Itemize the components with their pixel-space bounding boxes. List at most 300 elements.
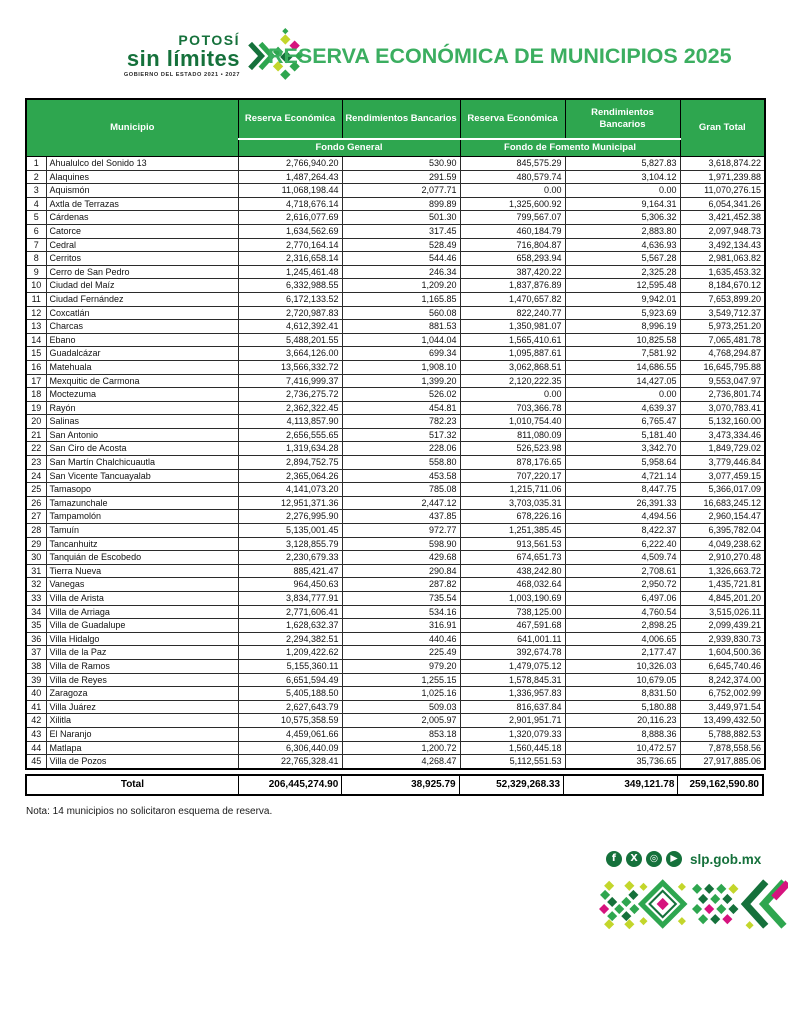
- fomento-reserva: 641,001.11: [460, 632, 565, 646]
- table-row: [26, 184, 765, 198]
- fondo-general-reserva: 6,306,440.09: [238, 741, 342, 755]
- gran-total: 27,917,885.06: [680, 755, 765, 769]
- fondo-general-reserva: 22,765,328.41: [238, 755, 342, 769]
- table-row: [26, 279, 765, 293]
- gran-total: 7,653,899.20: [680, 292, 765, 306]
- gran-total: 2,097,948.73: [680, 224, 765, 238]
- municipio-name: Villa de la Paz: [46, 646, 238, 660]
- fomento-reserva: 2,120,222.35: [460, 374, 565, 388]
- row-number: 41: [26, 700, 46, 714]
- fondo-general-rendimientos: 4,268.47: [342, 755, 460, 769]
- fondo-general-reserva: 2,770,164.14: [238, 238, 342, 252]
- total-row: [25, 774, 764, 796]
- table-row: [26, 619, 765, 633]
- header-gran-total: Gran Total: [680, 99, 765, 157]
- fomento-rendimientos: 8,831.50: [565, 687, 680, 701]
- municipio-name: Cedral: [46, 238, 238, 252]
- fondo-general-rendimientos: 2,077.71: [342, 184, 460, 198]
- fomento-rendimientos: 4,636.93: [565, 238, 680, 252]
- fondo-general-reserva: 5,155,360.11: [238, 659, 342, 673]
- municipio-name: Alaquines: [46, 170, 238, 184]
- fondo-general-reserva: 1,319,634.28: [238, 442, 342, 456]
- row-number: 8: [26, 252, 46, 266]
- footnote: Nota: 14 municipios no solicitaron esquema de reserva.: [26, 806, 273, 817]
- gran-total: 3,549,712.37: [680, 306, 765, 320]
- fondo-general-rendimientos: 317.45: [342, 224, 460, 238]
- fondo-general-reserva: 5,405,188.50: [238, 687, 342, 701]
- fondo-general-rendimientos: 440.46: [342, 632, 460, 646]
- header-fondo-general: Fondo General: [238, 139, 460, 157]
- table-row: [26, 483, 765, 497]
- fomento-reserva: 1,470,657.82: [460, 292, 565, 306]
- fondo-general-reserva: 4,459,061.66: [238, 727, 342, 741]
- fomento-reserva: 799,567.07: [460, 211, 565, 225]
- logo-potosi-text: POTOSÍ: [178, 32, 240, 49]
- reserve-table: [25, 98, 764, 770]
- gran-total: 2,981,063.82: [680, 252, 765, 266]
- facebook-icon: f: [606, 851, 622, 867]
- row-number: 42: [26, 714, 46, 728]
- fomento-reserva: 392,674.78: [460, 646, 565, 660]
- logo-gobierno-text: GOBIERNO DEL ESTADO 2021 • 2027: [123, 72, 240, 79]
- fondo-general-reserva: 4,113,857.90: [238, 415, 342, 429]
- table-row: [26, 755, 765, 769]
- fondo-general-rendimientos: 225.49: [342, 646, 460, 660]
- fondo-general-rendimientos: 453.58: [342, 469, 460, 483]
- fondo-general-reserva: 885,421.47: [238, 564, 342, 578]
- gran-total: 3,449,971.54: [680, 700, 765, 714]
- table-row: [26, 646, 765, 660]
- fomento-reserva: 1,578,845.31: [460, 673, 565, 687]
- municipio-name: Rayón: [46, 401, 238, 415]
- table-row: [26, 564, 765, 578]
- gran-total: 1,635,453.32: [680, 265, 765, 279]
- municipio-name: Matehuala: [46, 360, 238, 374]
- fomento-rendimientos: 5,180.88: [565, 700, 680, 714]
- fomento-rendimientos: 2,898.25: [565, 619, 680, 633]
- municipio-name: Tanquián de Escobedo: [46, 551, 238, 565]
- fomento-rendimientos: 14,686.55: [565, 360, 680, 374]
- fomento-rendimientos: 5,306.32: [565, 211, 680, 225]
- fondo-general-rendimientos: 526.02: [342, 388, 460, 402]
- table-row: [26, 727, 765, 741]
- municipio-name: Tampamolón: [46, 510, 238, 524]
- gran-total: 5,132,160.00: [680, 415, 765, 429]
- fomento-rendimientos: 8,996.19: [565, 320, 680, 334]
- fondo-general-rendimientos: 2,005.97: [342, 714, 460, 728]
- fondo-general-reserva: 2,294,382.51: [238, 632, 342, 646]
- row-number: 20: [26, 415, 46, 429]
- gran-total: 7,065,481.78: [680, 333, 765, 347]
- gran-total: 6,752,002.99: [680, 687, 765, 701]
- fomento-reserva: 1,479,075.12: [460, 659, 565, 673]
- municipio-name: Ciudad del Maíz: [46, 279, 238, 293]
- table-row: [26, 306, 765, 320]
- row-number: 14: [26, 333, 46, 347]
- fondo-general-reserva: 12,951,371.36: [238, 496, 342, 510]
- municipio-name: Salinas: [46, 415, 238, 429]
- fondo-general-reserva: 1,487,264.43: [238, 170, 342, 184]
- fondo-general-rendimientos: 1,399.20: [342, 374, 460, 388]
- row-number: 24: [26, 469, 46, 483]
- logo-text: [122, 33, 240, 79]
- fomento-rendimientos: 2,950.72: [565, 578, 680, 592]
- municipio-name: Cerritos: [46, 252, 238, 266]
- fomento-rendimientos: 2,883.80: [565, 224, 680, 238]
- table-row: [26, 415, 765, 429]
- gran-total: 8,184,670.12: [680, 279, 765, 293]
- fondo-general-reserva: 2,771,606.41: [238, 605, 342, 619]
- municipio-name: San Ciro de Acosta: [46, 442, 238, 456]
- municipio-name: Guadalcázar: [46, 347, 238, 361]
- table-row: [26, 170, 765, 184]
- fomento-rendimientos: 5,181.40: [565, 428, 680, 442]
- fomento-reserva: 658,293.94: [460, 252, 565, 266]
- table-row: [26, 265, 765, 279]
- fondo-general-rendimientos: 290.84: [342, 564, 460, 578]
- gran-total: 16,683,245.12: [680, 496, 765, 510]
- fomento-reserva: 1,095,887.61: [460, 347, 565, 361]
- row-number: 30: [26, 551, 46, 565]
- fondo-general-reserva: 2,894,752.75: [238, 456, 342, 470]
- fondo-general-rendimientos: 558.80: [342, 456, 460, 470]
- fondo-general-reserva: 2,276,995.90: [238, 510, 342, 524]
- table-row: [26, 687, 765, 701]
- gran-total: 6,395,782.04: [680, 524, 765, 538]
- fomento-reserva: 822,240.77: [460, 306, 565, 320]
- table-row: [26, 401, 765, 415]
- fondo-general-rendimientos: 979.20: [342, 659, 460, 673]
- fomento-rendimientos: 5,923.69: [565, 306, 680, 320]
- fomento-reserva: 0.00: [460, 388, 565, 402]
- fomento-reserva: 1,010,754.40: [460, 415, 565, 429]
- gran-total: 3,473,334.46: [680, 428, 765, 442]
- table-row: [26, 741, 765, 755]
- municipio-name: Aquismón: [46, 184, 238, 198]
- fondo-general-rendimientos: 1,255.15: [342, 673, 460, 687]
- fondo-general-rendimientos: 972.77: [342, 524, 460, 538]
- fondo-general-rendimientos: 501.30: [342, 211, 460, 225]
- municipio-name: Axtla de Terrazas: [46, 197, 238, 211]
- site-url: slp.gob.mx: [690, 851, 762, 867]
- fondo-general-rendimientos: 1,025.16: [342, 687, 460, 701]
- gran-total: 5,973,251.20: [680, 320, 765, 334]
- x-icon: X: [626, 851, 642, 867]
- table-row: [26, 524, 765, 538]
- gran-total: 3,515,026.11: [680, 605, 765, 619]
- fondo-general-rendimientos: 530.90: [342, 157, 460, 171]
- fondo-general-rendimientos: 1,908.10: [342, 360, 460, 374]
- municipio-name: Tierra Nueva: [46, 564, 238, 578]
- table-row: [26, 374, 765, 388]
- fomento-rendimientos: 12,595.48: [565, 279, 680, 293]
- table-row: [26, 496, 765, 510]
- fomento-rendimientos: 3,104.12: [565, 170, 680, 184]
- row-number: 1: [26, 157, 46, 171]
- row-number: 18: [26, 388, 46, 402]
- fomento-reserva: 1,251,385.45: [460, 524, 565, 538]
- fomento-rendimientos: 4,721.14: [565, 469, 680, 483]
- gran-total: 3,618,874.22: [680, 157, 765, 171]
- fomento-reserva: 480,579.74: [460, 170, 565, 184]
- municipio-name: Coxcatlán: [46, 306, 238, 320]
- fondo-general-reserva: 4,141,073.20: [238, 483, 342, 497]
- fomento-rendimientos: 8,447.75: [565, 483, 680, 497]
- footer: [606, 851, 761, 867]
- row-number: 27: [26, 510, 46, 524]
- fondo-general-reserva: 1,245,461.48: [238, 265, 342, 279]
- fondo-general-reserva: 964,450.63: [238, 578, 342, 592]
- municipio-name: Moctezuma: [46, 388, 238, 402]
- gran-total: 2,910,270.48: [680, 551, 765, 565]
- fondo-general-reserva: 6,172,133.52: [238, 292, 342, 306]
- fomento-reserva: 716,804.87: [460, 238, 565, 252]
- fomento-reserva: 526,523.98: [460, 442, 565, 456]
- row-number: 44: [26, 741, 46, 755]
- fomento-rendimientos: 10,825.58: [565, 333, 680, 347]
- fondo-general-rendimientos: 509.03: [342, 700, 460, 714]
- municipio-name: Catorce: [46, 224, 238, 238]
- row-number: 21: [26, 428, 46, 442]
- table-row: [26, 673, 765, 687]
- gran-total: 3,492,134.43: [680, 238, 765, 252]
- fomento-rendimientos: 26,391.33: [565, 496, 680, 510]
- gran-total: 4,845,201.20: [680, 592, 765, 606]
- fondo-general-reserva: 2,766,940.20: [238, 157, 342, 171]
- gran-total: 7,878,558.56: [680, 741, 765, 755]
- fomento-rendimientos: 4,760.54: [565, 605, 680, 619]
- fomento-reserva: 1,325,600.92: [460, 197, 565, 211]
- table-row: [26, 157, 765, 171]
- row-number: 31: [26, 564, 46, 578]
- row-number: 3: [26, 184, 46, 198]
- row-number: 19: [26, 401, 46, 415]
- header-ffm-reserva: Reserva Económica: [460, 99, 565, 139]
- gran-total: 2,939,830.73: [680, 632, 765, 646]
- fomento-rendimientos: 4,494.56: [565, 510, 680, 524]
- fomento-rendimientos: 10,326.03: [565, 659, 680, 673]
- fondo-general-rendimientos: 598.90: [342, 537, 460, 551]
- fomento-rendimientos: 6,222.40: [565, 537, 680, 551]
- fondo-general-rendimientos: 735.54: [342, 592, 460, 606]
- row-number: 29: [26, 537, 46, 551]
- table-row: [26, 551, 765, 565]
- table-row: [26, 632, 765, 646]
- municipio-name: Ebano: [46, 333, 238, 347]
- table-row: [26, 224, 765, 238]
- fomento-reserva: 468,032.64: [460, 578, 565, 592]
- fondo-general-rendimientos: 429.68: [342, 551, 460, 565]
- fondo-general-rendimientos: 1,200.72: [342, 741, 460, 755]
- fomento-reserva: 387,420.22: [460, 265, 565, 279]
- municipio-name: Villa de Arista: [46, 592, 238, 606]
- table-row: [26, 388, 765, 402]
- gran-total: 3,421,452.38: [680, 211, 765, 225]
- row-number: 28: [26, 524, 46, 538]
- fomento-reserva: 467,591.68: [460, 619, 565, 633]
- fondo-general-reserva: 7,416,999.37: [238, 374, 342, 388]
- header-fondo-fomento: Fondo de Fomento Municipal: [460, 139, 680, 157]
- fomento-reserva: 0.00: [460, 184, 565, 198]
- fomento-rendimientos: 4,509.74: [565, 551, 680, 565]
- fondo-general-reserva: 2,316,658.14: [238, 252, 342, 266]
- row-number: 34: [26, 605, 46, 619]
- municipio-name: Cárdenas: [46, 211, 238, 225]
- total-label: Total: [120, 779, 144, 790]
- municipio-name: Charcas: [46, 320, 238, 334]
- table-row: [26, 592, 765, 606]
- gran-total: 2,099,439.21: [680, 619, 765, 633]
- municipio-name: San Antonio: [46, 428, 238, 442]
- fondo-general-reserva: 2,365,064.26: [238, 469, 342, 483]
- fomento-rendimientos: 20,116.23: [565, 714, 680, 728]
- fomento-rendimientos: 0.00: [565, 388, 680, 402]
- total-fg-reserva: 206,445,274.90: [238, 776, 341, 794]
- fondo-general-rendimientos: 544.46: [342, 252, 460, 266]
- fomento-reserva: 913,561.53: [460, 537, 565, 551]
- municipio-name: Cerro de San Pedro: [46, 265, 238, 279]
- fomento-reserva: 2,901,951.71: [460, 714, 565, 728]
- total-ffm-reserva: 52,329,268.33: [459, 776, 563, 794]
- fondo-general-reserva: 3,128,855.79: [238, 537, 342, 551]
- municipio-name: Ahualulco del Sonido 13: [46, 157, 238, 171]
- municipio-name: Xilitla: [46, 714, 238, 728]
- municipio-name: San Martín Chalchicuautla: [46, 456, 238, 470]
- municipio-name: Vanegas: [46, 578, 238, 592]
- fondo-general-rendimientos: 1,165.85: [342, 292, 460, 306]
- row-number: 7: [26, 238, 46, 252]
- fomento-reserva: 703,366.78: [460, 401, 565, 415]
- fondo-general-rendimientos: 454.81: [342, 401, 460, 415]
- fondo-general-rendimientos: 517.32: [342, 428, 460, 442]
- table-row: [26, 292, 765, 306]
- youtube-icon: ▶: [666, 851, 682, 867]
- row-number: 2: [26, 170, 46, 184]
- municipio-name: Tamazunchale: [46, 496, 238, 510]
- fomento-reserva: 1,336,957.83: [460, 687, 565, 701]
- gran-total: 5,788,882.53: [680, 727, 765, 741]
- fondo-general-reserva: 6,651,594.49: [238, 673, 342, 687]
- fondo-general-rendimientos: 316.91: [342, 619, 460, 633]
- fomento-reserva: 1,350,981.07: [460, 320, 565, 334]
- fomento-reserva: 1,215,711.06: [460, 483, 565, 497]
- table-row: [26, 537, 765, 551]
- table-row: [26, 714, 765, 728]
- municipio-name: Tancanhuitz: [46, 537, 238, 551]
- fomento-rendimientos: 5,567.28: [565, 252, 680, 266]
- fondo-general-rendimientos: 785.08: [342, 483, 460, 497]
- gran-total: 8,242,374.00: [680, 673, 765, 687]
- municipio-name: Tamasopo: [46, 483, 238, 497]
- table-row: [26, 197, 765, 211]
- row-number: 37: [26, 646, 46, 660]
- table-row: [26, 456, 765, 470]
- row-number: 10: [26, 279, 46, 293]
- gran-total: 5,366,017.09: [680, 483, 765, 497]
- fondo-general-reserva: 2,616,077.69: [238, 211, 342, 225]
- row-number: 45: [26, 755, 46, 769]
- fomento-reserva: 3,062,868.51: [460, 360, 565, 374]
- gran-total: 1,435,721.81: [680, 578, 765, 592]
- fondo-general-rendimientos: 2,447.12: [342, 496, 460, 510]
- gran-total: 6,645,740.46: [680, 659, 765, 673]
- header-municipio: Municipio: [26, 99, 238, 157]
- fondo-general-reserva: 3,664,126.00: [238, 347, 342, 361]
- fomento-rendimientos: 4,639.37: [565, 401, 680, 415]
- municipio-name: Villa Hidalgo: [46, 632, 238, 646]
- municipio-name: San Vicente Tancuayalab: [46, 469, 238, 483]
- fomento-rendimientos: 0.00: [565, 184, 680, 198]
- fondo-general-reserva: 3,834,777.91: [238, 592, 342, 606]
- fondo-general-reserva: 1,634,562.69: [238, 224, 342, 238]
- instagram-icon: ◎: [646, 851, 662, 867]
- gran-total: 16,645,795.88: [680, 360, 765, 374]
- table-row: [26, 469, 765, 483]
- municipio-name: Villa de Reyes: [46, 673, 238, 687]
- gran-total: 11,070,276.15: [680, 184, 765, 198]
- fondo-general-reserva: 5,488,201.55: [238, 333, 342, 347]
- fondo-general-rendimientos: 437.85: [342, 510, 460, 524]
- fomento-reserva: 678,226.16: [460, 510, 565, 524]
- table-row: [26, 333, 765, 347]
- fondo-general-rendimientos: 560.08: [342, 306, 460, 320]
- municipio-name: Mexquitic de Carmona: [46, 374, 238, 388]
- gran-total: 1,604,500.36: [680, 646, 765, 660]
- table-row: [26, 605, 765, 619]
- row-number: 25: [26, 483, 46, 497]
- fondo-general-rendimientos: 246.34: [342, 265, 460, 279]
- table-row: [26, 360, 765, 374]
- row-number: 9: [26, 265, 46, 279]
- row-number: 36: [26, 632, 46, 646]
- municipio-name: Villa de Pozos: [46, 755, 238, 769]
- fondo-general-rendimientos: 881.53: [342, 320, 460, 334]
- table-row: [26, 252, 765, 266]
- header-ffm-rendimientos: Rendimientos Bancarios: [565, 99, 680, 139]
- fomento-rendimientos: 5,958.64: [565, 456, 680, 470]
- fomento-reserva: 5,112,551.53: [460, 755, 565, 769]
- row-number: 4: [26, 197, 46, 211]
- fomento-reserva: 845,575.29: [460, 157, 565, 171]
- gran-total: 3,077,459.15: [680, 469, 765, 483]
- municipio-name: Villa de Ramos: [46, 659, 238, 673]
- municipio-name: Ciudad Fernández: [46, 292, 238, 306]
- municipio-name: Villa Juárez: [46, 700, 238, 714]
- fondo-general-rendimientos: 287.82: [342, 578, 460, 592]
- gran-total: 9,553,047.97: [680, 374, 765, 388]
- total-ffm-rendimientos: 349,121.78: [563, 776, 677, 794]
- gran-total: 1,849,729.02: [680, 442, 765, 456]
- page-title: RESERVA ECONÓMICA DE MUNICIPIOS 2025: [268, 44, 732, 68]
- fomento-reserva: 878,176.65: [460, 456, 565, 470]
- fomento-rendimientos: 7,581.92: [565, 347, 680, 361]
- row-number: 11: [26, 292, 46, 306]
- fomento-rendimientos: 8,422.37: [565, 524, 680, 538]
- fondo-general-reserva: 11,068,198.44: [238, 184, 342, 198]
- table-row: [26, 428, 765, 442]
- fondo-general-reserva: 2,627,643.79: [238, 700, 342, 714]
- fomento-rendimientos: 10,472.57: [565, 741, 680, 755]
- table-row: [26, 659, 765, 673]
- header-fg-rendimientos: Rendimientos Bancarios: [342, 99, 460, 139]
- table-row: [26, 700, 765, 714]
- fomento-rendimientos: 2,177.47: [565, 646, 680, 660]
- fomento-rendimientos: 2,708.61: [565, 564, 680, 578]
- fondo-general-reserva: 10,575,358.59: [238, 714, 342, 728]
- gran-total: 4,049,238.62: [680, 537, 765, 551]
- gran-total: 3,070,783.41: [680, 401, 765, 415]
- row-number: 23: [26, 456, 46, 470]
